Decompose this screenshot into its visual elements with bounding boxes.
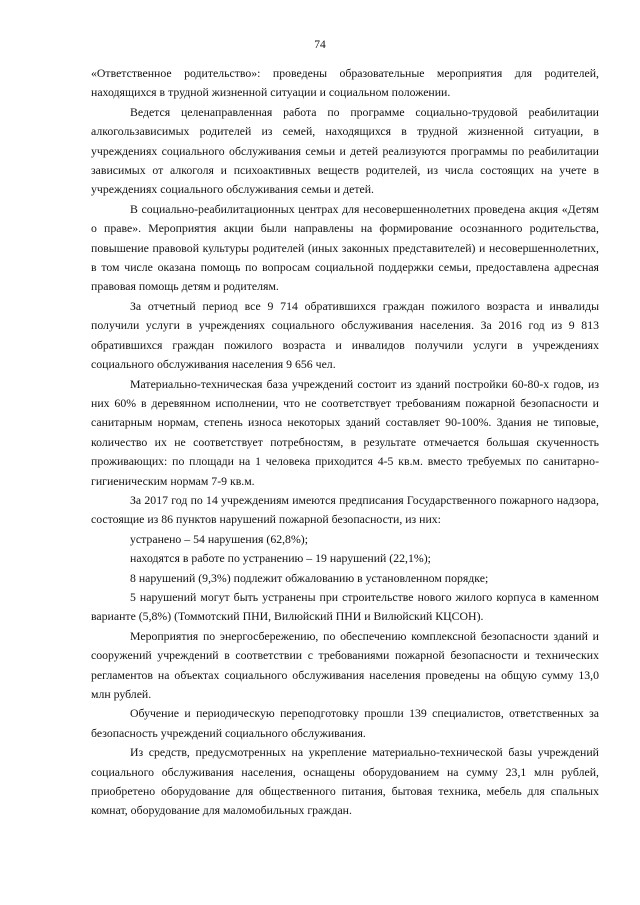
document-body [91,64,599,821]
list-item-new-building: 5 нарушений могут быть устранены при строительстве нового жилого корпуса в каменном варианте (5,8%) (Томмотский ПНИ, Вилюйский ПНИ и Вилюйский КЦСОН). [91,589,599,624]
paragraph-training: Обучение и периодическую переподготовку прошли 139 специалистов, ответственных за безопасность учреждений социального обслуживания. [91,706,599,740]
list-item-appeal: 8 нарушений (9,3%) подлежит обжалованию в установленном порядке; [130,570,489,585]
paragraph-children-rights-campaign: В социально-реабилитационных центрах для несовершеннолетних проведена акция «Детям о праве». Мероприятия акции были направлены на формирование осознанного родительства, повышение правовой культуры родителей (иных законных представителей) и несовершеннолетних, в том числе оказана помощь по вопросам социальной поддержки семьи, предоставлена адресная правовая помощь детям и родителям. [91,201,599,294]
paragraph-elderly-services: За отчетный период все 9 714 обратившихся граждан пожилого возраста и инвалиды получили услуги в учреждениях социального обслуживания населения. За 2016 год из 9 813 обратившихся граждан пожилого возраста и инвалидов получили услуги в учреждениях социального обслуживания населения 9 656 чел. [91,298,599,372]
page-number: 74 [314,39,326,51]
paragraph-fire-inspection: За 2017 год по 14 учреждениям имеются предписания Государственного пожарного надзора, состоящие из 86 пунктов нарушений пожарной безопасности, из них: [91,492,599,527]
paragraph-responsible-parenthood: «Ответственное родительство»: проведены образовательные мероприятия для родителей, находящихся в трудной жизненной ситуации и социальном положении. [91,66,599,100]
paragraph-rehabilitation-program: Ведется целенаправленная работа по программе социально-трудовой реабилитации алкогользависимых родителей из семей, находящихся в трудной жизненной ситуации, в учреждениях социального обслуживания семьи и детей реализуются программы по реабилитации зависимых от алкоголя и психоактивных веществ родителей, из числа состоящих на учете в учреждениях социального обслуживания семьи и детей. [91,104,599,197]
paragraph-equipment: Из средств, предусмотренных на укрепление материально-технической базы учреждений социального обслуживания населения, оснащены оборудованием на сумму 23,1 млн рублей, приобретено оборудование для общественного питания, бытовая техника, мебель для спальных комнат, оборудование для маломобильных граждан. [91,745,599,818]
list-item-fixed: устранено – 54 нарушения (62,8%); [130,531,308,546]
paragraph-material-base: Материально-техническая база учреждений состоит из зданий постройки 60-80-х годов, из них 60% в деревянном исполнении, что не соответствует требованиям пожарной безопасности и санитарным нормам, степень износа некоторых зданий составляет 90-100%. Здания не типовые, количество их не соответствует потребностям, в результате отмечается большая скученность проживающих: по площади на 1 человека приходится 4-5 кв.м. вместо требуемых по санитарно-гигиеническим нормам 7-9 кв.м. [91,376,599,488]
list-item-in-progress: находятся в работе по устранению – 19 нарушений (22,1%); [130,551,431,566]
paragraph-energy-saving: Мероприятия по энергосбережению, по обеспечению комплексной безопасности зданий и сооружений учреждений в соответствии с требованиями пожарной безопасности и технических регламентов на объектах социального обслуживания населения проведены на общую сумму 13,0 млн рублей. [91,628,599,701]
